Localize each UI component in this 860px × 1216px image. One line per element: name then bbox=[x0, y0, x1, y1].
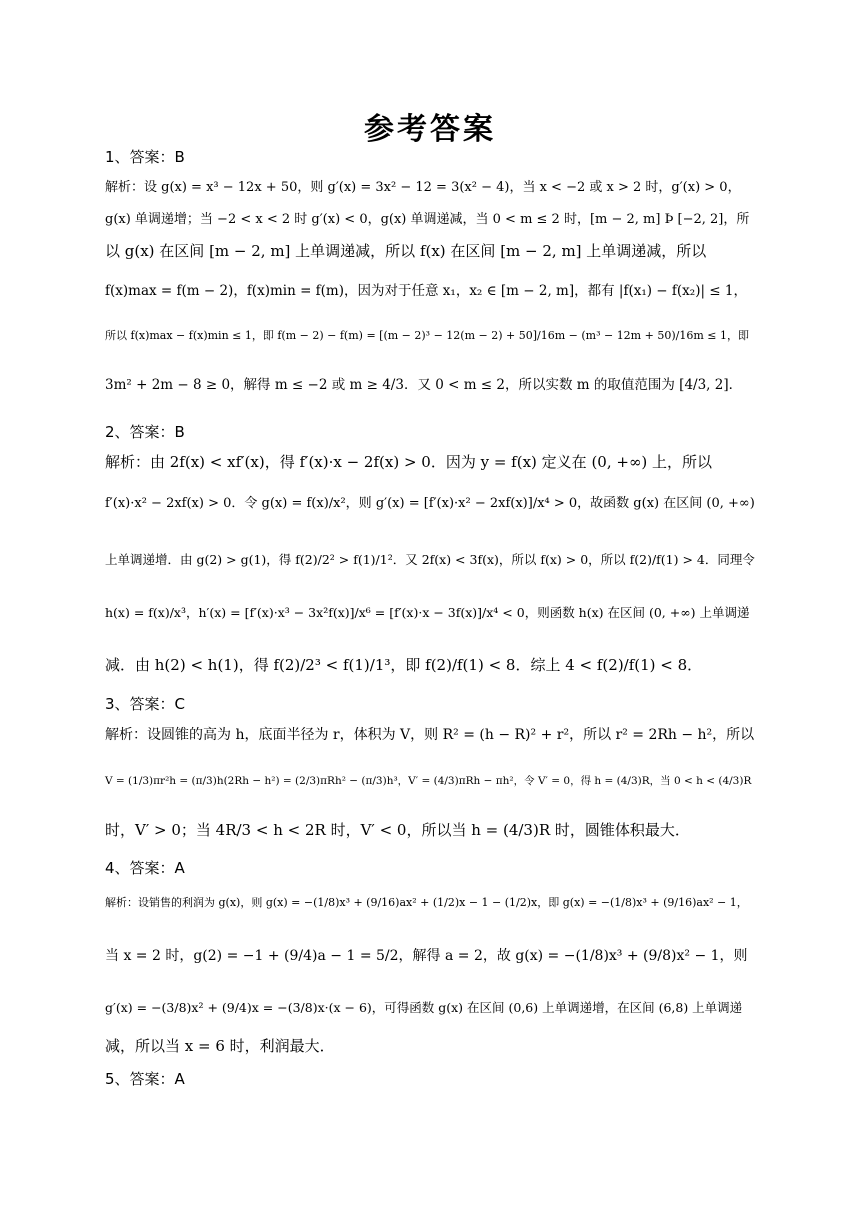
answer-2-line-4: h(x) = f(x)/x³，h′(x) = [f′(x)·x³ − 3x²f(x)]/x⁶ = [f′(x)·x − 3f(x)]/x⁴ < 0，则函数 h(x) 在区间 (0, +∞) 上单调递 bbox=[105, 605, 750, 620]
answer-2-header: 2、答案：B bbox=[105, 423, 185, 441]
answer-2-line-5: 减．由 h(2) < h(1)，得 f(2)/2³ < f(1)/1³，即 f(2)/f(1) < 8．综上 4 < f(2)/f(1) < 8． bbox=[105, 656, 703, 674]
answer-1-line-6: 3m² + 2m − 8 ≥ 0，解得 m ≤ −2 或 m ≥ 4/3．又 0 < m ≤ 2，所以实数 m 的取值范围为 [4/3, 2]． bbox=[105, 377, 743, 393]
answer-1-line-3: 以 g(x) 在区间 [m − 2, m] 上单调递减，所以 f(x) 在区间 [m − 2, m] 上单调递减，所以 bbox=[105, 242, 707, 260]
answer-2-line-2: f′(x)·x² − 2xf(x) > 0．令 g(x) = f(x)/x²，则 g′(x) = [f′(x)·x² − 2xf(x)]/x⁴ > 0，故函数 g(x) 在区间 (0, +∞) bbox=[105, 496, 755, 511]
page-title: 参考答案 bbox=[364, 112, 496, 147]
answer-3-line-3: 时，V′ > 0；当 4R/3 < h < 2R 时，V′ < 0，所以当 h = (4/3)R 时，圆锥体积最大． bbox=[105, 821, 690, 839]
answer-1-line-1: 解析：设 g(x) = x³ − 12x + 50，则 g′(x) = 3x² − 12 = 3(x² − 4)，当 x < −2 或 x > 2 时，g′(x) > 0， bbox=[105, 180, 741, 195]
answer-2-line-1: 解析：由 2f(x) < xf′(x)，得 f′(x)·x − 2f(x) > 0．因为 y = f(x) 定义在 (0, +∞) 上，所以 bbox=[105, 453, 713, 471]
answer-2-line-3: 上单调递增．由 g(2) > g(1)，得 f(2)/2² > f(1)/1²．又 2f(x) < 3f(x)，所以 f(x) > 0，所以 f(2)/f(1) > 4．同理令 bbox=[105, 552, 755, 567]
answer-3-line-2: V = (1/3)πr²h = (π/3)h(2Rh − h²) = (2/3)πRh² − (π/3)h³，V′ = (4/3)πRh − πh²，令 V′ = 0，得 h = (4/3)R，当 0 < h < (4/3)R bbox=[105, 775, 752, 787]
answer-4-header: 4、答案：A bbox=[105, 859, 185, 877]
answer-4-line-1: 解析：设销售的利润为 g(x)，则 g(x) = −(1/8)x³ + (9/16)ax² + (1/2)x − 1 − (1/2)x，即 g(x) = −(1/8)x³ + (9/16)ax² − 1， bbox=[105, 896, 748, 909]
answer-3-line-1: 解析：设圆锥的高为 h，底面半径为 r，体积为 V，则 R² = (h − R)² + r²，所以 r² = 2Rh − h²，所以 bbox=[105, 727, 755, 743]
answer-1-line-4: f(x)max = f(m − 2)，f(x)min = f(m)，因为对于任意 x₁，x₂ ∈ [m − 2, m]，都有 |f(x₁) − f(x₂)| ≤ 1， bbox=[105, 283, 747, 299]
answer-4-line-2: 当 x = 2 时，g(2) = −1 + (9/4)a − 1 = 5/2，解得 a = 2，故 g(x) = −(1/8)x³ + (9/8)x² − 1，则 bbox=[105, 948, 748, 964]
answer-4-line-3: g′(x) = −(3/8)x² + (9/4)x = −(3/8)x·(x − 6)，可得函数 g(x) 在区间 (0,6) 上单调递增，在区间 (6,8) 上单调递 bbox=[105, 1000, 743, 1015]
answer-4-line-4: 减，所以当 x = 6 时，利润最大． bbox=[105, 1037, 335, 1055]
answer-1-line-2: g(x) 单调递增；当 −2 < x < 2 时 g′(x) < 0，g(x) 单调递减，当 0 < m ≤ 2 时，[m − 2, m] Þ [−2, 2]，所 bbox=[105, 212, 750, 227]
answer-5-header: 5、答案：A bbox=[105, 1070, 185, 1088]
answer-3-header: 3、答案：C bbox=[105, 695, 186, 713]
answer-1-line-5: 所以 f(x)max − f(x)min ≤ 1，即 f(m − 2) − f(m) = [(m − 2)³ − 12(m − 2) + 50]/16m − (m³ − 12m + 50)/16m ≤ 1，即 bbox=[105, 329, 749, 342]
answer-1-header: 1、答案：B bbox=[105, 148, 185, 166]
